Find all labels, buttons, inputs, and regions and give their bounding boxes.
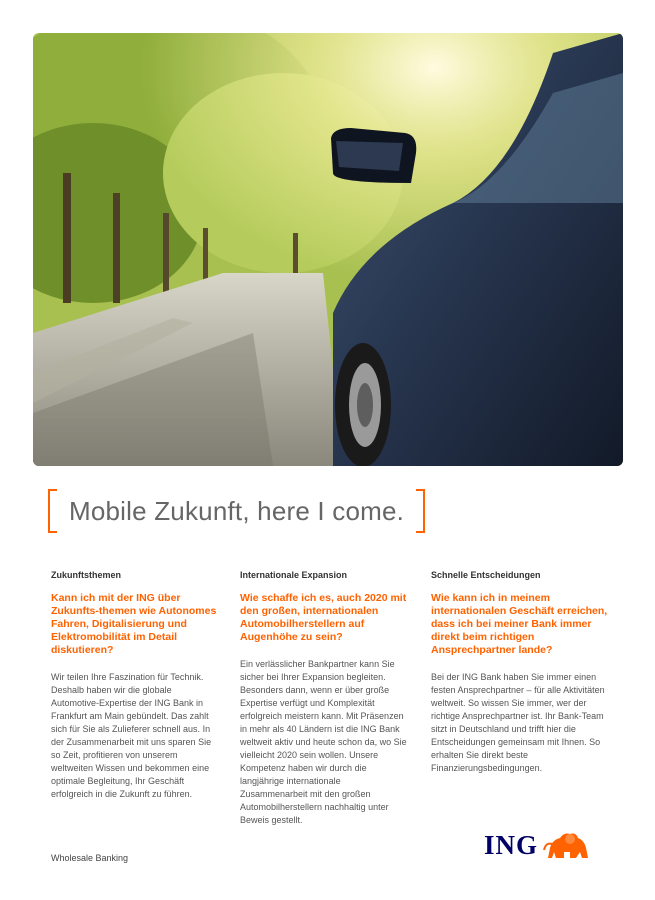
column-body: Ein verlässlicher Bankpartner kann Sie sicher bei Ihrer Expansion begleiten. Besonders dann, wenn er über große Expertise verfügt und Komplexität erfolgreich meistern kann. Mit Präsenzen in mehr als 40 Ländern ist die ING Bank weltweit aktiv und heute schon da, wo Sie vielleicht 2020 sein wollen. Unsere Kompetenz haben wir durch die langjährige internationale Zusammenarbeit mit den großen Automobilherstellern nachhaltig unter Beweis gestellt.	[240, 659, 407, 825]
column-heading: Internationale Expansion	[240, 570, 348, 580]
lion-icon	[542, 828, 592, 862]
column-heading: Zukunftsthemen	[51, 570, 122, 580]
ing-logo	[484, 828, 592, 862]
column-zukunftsthemen	[51, 570, 221, 801]
footer-label: Wholesale Banking	[51, 853, 129, 863]
bracket-right	[416, 489, 425, 533]
column-internationale-expansion	[240, 570, 410, 827]
column-question: Kann ich mit der ING über Zukunfts-themen wie Autonomes Fahren, Digitalisierung und Elektromobilität im Detail diskutieren?	[51, 592, 217, 656]
headline	[48, 487, 425, 535]
column-body: Bei der ING Bank haben Sie immer einen festen Ansprechpartner – für alle Aktivitäten weltweit. So wissen Sie immer, wer der richtige Ansprechpartner ist. Ihr Bank-Team sitzt in Deutschland und trifft hier die Entscheidungen gemeinsam mit Ihnen. So erhalten Sie direkt beste Finanzierungsbedingungen.	[431, 672, 605, 773]
column-schnelle-entscheidungen	[431, 570, 611, 775]
logo-text: ING	[484, 829, 539, 860]
column-heading: Schnelle Entscheidungen	[431, 570, 541, 580]
bracket-left	[48, 489, 57, 533]
column-body: Wir teilen Ihre Faszination für Technik. Deshalb haben wir die globale Automotive-Expertise der ING Bank in Frankfurt am Main gebündelt. Das zahlt sich für Sie als Zulieferer schnell aus. In der Zusammenarbeit mit uns sparen Sie so Zeit, profitieren von unserem weltweiten Wissen und bekommen eine optimale Begleitung, Ihr Geschäft erfolgreich in die Zukunft zu führen.	[51, 672, 212, 799]
column-question: Wie kann ich in meinem internationalen Geschäft erreichen, dass ich bei meiner Bank immer direkt beim richtigen Ansprechpartner lande?	[431, 592, 608, 656]
hero-image	[33, 33, 623, 466]
column-question: Wie schaffe ich es, auch 2020 mit den großen, internationalen Automobilherstellern auf Augenhöhe zu sein?	[240, 592, 407, 643]
headline-text: Mobile Zukunft, here I come.	[69, 495, 405, 526]
